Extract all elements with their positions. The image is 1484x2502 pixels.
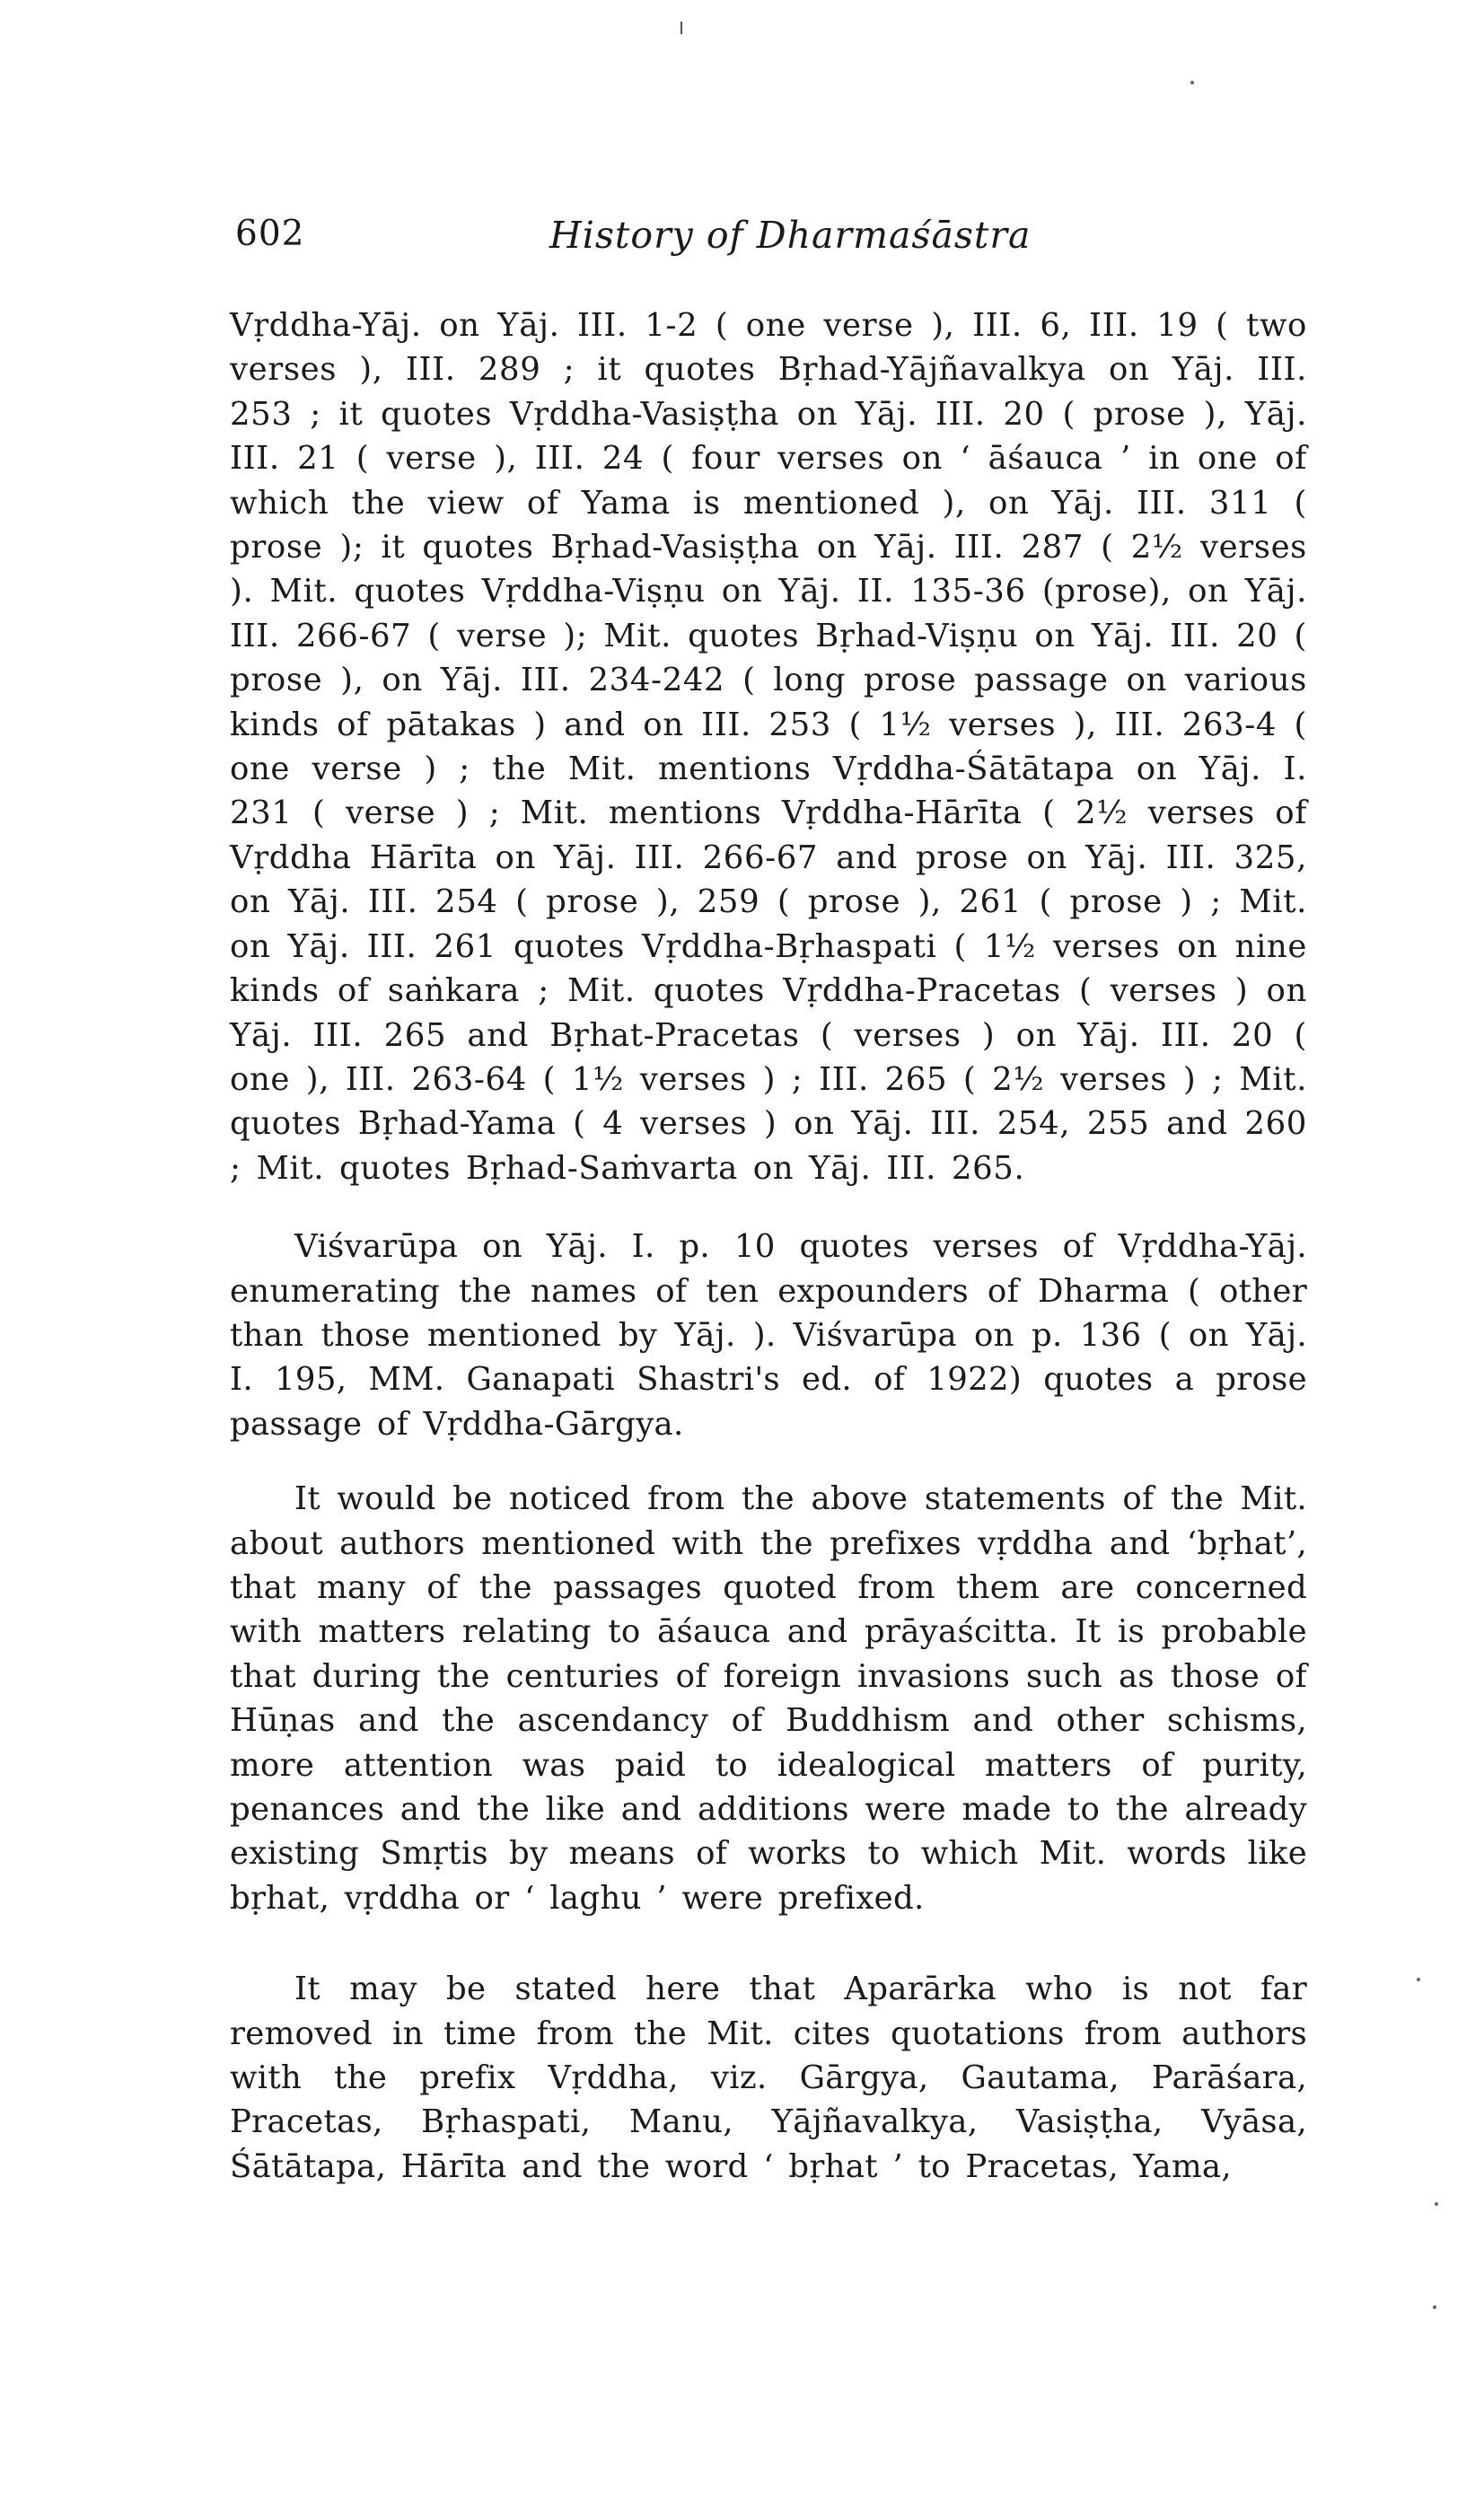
body-text (230, 303, 1307, 2189)
paragraph-vrddha-bṛhat-references: Vṛddha-Yāj. on Yāj. III. 1-2 ( one verse ), III. 6, III. 19 ( two verses ), III. 289 ; it quotes Bṛhad-Yājñavalkya on Yāj. III. 253 ; it quotes Vṛddha-Vasiṣṭha on Yāj. III. 20 ( prose ), Yāj. III. 21 ( verse ), III. 24 ( four verses on ‘ āśauca ’ in one of which the view of Yama is mentioned ), on Yāj. III. 311 ( prose ); it quotes Bṛhad-Vasiṣṭha on Yāj. III. 287 ( 2½ verses ). Mit. quotes Vṛddha-Viṣṇu on Yāj. II. 135-36 (prose), on Yāj. III. 266-67 ( verse ); Mit. quotes Bṛhad-Viṣṇu on Yāj. III. 20 ( prose ), on Yāj. III. 234-242 ( long prose passage on various kinds of pātakas ) and on III. 253 ( 1½ verses ), III. 263-4 ( one verse ) ; the Mit. mentions Vṛddha-Śātātapa on Yāj. I. 231 ( verse ) ; Mit. mentions Vṛddha-Hārīta ( 2½ verses of Vṛddha Hārīta on Yāj. III. 266-67 and prose on Yāj. III. 325, on Yāj. III. 254 ( prose ), 259 ( prose ), 261 ( prose ) ; Mit. on Yāj. III. 261 quotes Vṛddha-Bṛhaspati ( 1½ verses on nine kinds of saṅkara ; Mit. quotes Vṛddha-Pracetas ( verses ) on Yāj. III. 265 and Bṛhat-Pracetas ( verses ) on Yāj. III. 20 ( one ), III. 263-64 ( 1½ verses ) ; III. 265 ( 2½ verses ) ; Mit. quotes Bṛhad-Yama ( 4 verses ) on Yāj. III. 254, 255 and 260 ; Mit. quotes Bṛhad-Saṁvarta on Yāj. III. 265. (230, 307, 1307, 1187)
speck-margin-3 (1433, 2305, 1436, 2309)
page-number: 602 (235, 214, 305, 254)
speck-margin-2 (1435, 2202, 1438, 2206)
running-title: History of Dharmaśāstra (549, 214, 1032, 257)
speck-margin-1 (1417, 1978, 1420, 1981)
paragraph-observation: It would be noticed from the above statements of the Mit. about authors mentioned with the prefixes vṛddha and ‘bṛhat’, that many of the passages quoted from them are concerned with matters relating to āśauca and prāyaścitta. It is probable that during the centuries of foreign invasions such as those of Hūṇas and the ascendancy of Buddhism and other schisms, more attention was paid to idealogical matters of purity, penances and the like and additions were made to the already existing Smṛtis by means of works to which Mit. words like bṛhat, vṛddha or ‘ laghu ’ were prefixed. (230, 1480, 1307, 1917)
paragraph-visvarupa: Viśvarūpa on Yāj. I. p. 10 quotes verses of Vṛddha-Yāj. enumerating the names of ten expounders of Dharma ( other than those mentioned by Yāj. ). Viśvarūpa on p. 136 ( on Yāj. I. 195, MM. Ganapati Shastri's ed. of 1922) quotes a prose passage of Vṛddha-Gārgya. (230, 1228, 1307, 1443)
speck-top (681, 22, 682, 34)
speck-top-right (1190, 81, 1194, 84)
page-header (235, 214, 1313, 268)
paragraph-apararka: It may be stated here that Aparārka who is not far removed in time from the Mit. cites quotations from authors with the prefix Vṛddha, viz. Gārgya, Gautama, Parāśara, Pracetas, Bṛhaspati, Manu, Yājñavalkya, Vasiṣṭha, Vyāsa, Śātātapa, Hārīta and the word ‘ bṛhat ’ to Pracetas, Yama, (230, 1971, 1307, 2185)
